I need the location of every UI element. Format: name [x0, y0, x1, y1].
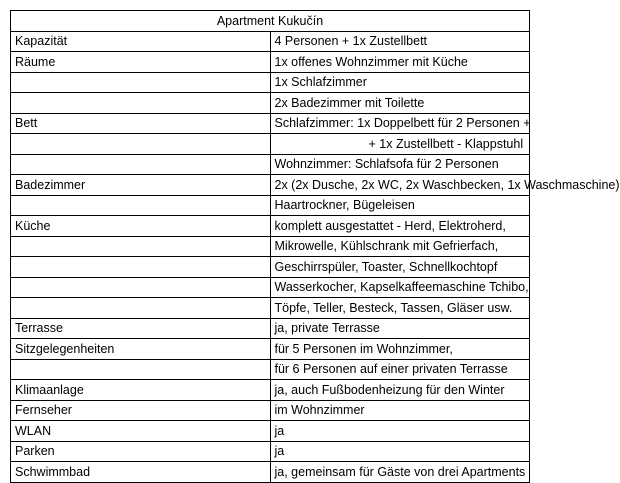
row-label: Räume	[11, 52, 271, 73]
table-row	[11, 298, 530, 319]
table-row	[11, 134, 530, 155]
table-row	[11, 216, 530, 237]
row-value: 4 Personen + 1x Zustellbett	[270, 31, 530, 52]
row-value: 2x Badezimmer mit Toilette	[270, 93, 530, 114]
row-label: Klimaanlage	[11, 380, 271, 401]
row-value: im Wohnzimmer	[270, 400, 530, 421]
table-body	[11, 11, 620, 483]
row-label	[11, 359, 271, 380]
row-value: Schlafzimmer: 1x Doppelbett für 2 Personen +	[270, 113, 530, 134]
row-label: Küche	[11, 216, 271, 237]
row-label: Fernseher	[11, 400, 271, 421]
table-row	[11, 175, 530, 196]
row-value: Töpfe, Teller, Besteck, Tassen, Gläser usw.	[270, 298, 530, 319]
table-row	[11, 421, 530, 442]
table-row	[11, 441, 530, 462]
row-label: Bett	[11, 113, 271, 134]
apartment-info-table	[10, 10, 620, 483]
row-value: komplett ausgestattet - Herd, Elektroherd,	[270, 216, 530, 237]
row-label	[11, 298, 271, 319]
table-row	[11, 52, 530, 73]
row-value: ja, private Terrasse	[270, 318, 530, 339]
table-row	[11, 93, 530, 114]
row-label: Parken	[11, 441, 271, 462]
table-row	[11, 236, 530, 257]
table-row	[11, 462, 530, 483]
row-label: Kapazität	[11, 31, 271, 52]
row-label: Terrasse	[11, 318, 271, 339]
row-value: 1x offenes Wohnzimmer mit Küche	[270, 52, 530, 73]
row-label: Badezimmer	[11, 175, 271, 196]
row-value: Mikrowelle, Kühlschrank mit Gefrierfach,	[270, 236, 530, 257]
title-row	[11, 11, 530, 32]
row-value: + 1x Zustellbett - Klappstuhl	[270, 134, 530, 155]
row-value: Haartrockner, Bügeleisen	[270, 195, 530, 216]
table-row	[11, 380, 530, 401]
row-value: 1x Schlafzimmer	[270, 72, 530, 93]
table-row	[11, 31, 530, 52]
row-label	[11, 154, 271, 175]
row-value: ja, gemeinsam für Gäste von drei Apartments	[270, 462, 530, 483]
row-label: WLAN	[11, 421, 271, 442]
table-row	[11, 72, 530, 93]
table-row	[11, 195, 530, 216]
row-value: für 5 Personen im Wohnzimmer,	[270, 339, 530, 360]
row-label	[11, 236, 271, 257]
row-label	[11, 93, 271, 114]
table-row	[11, 318, 530, 339]
row-label	[11, 195, 271, 216]
row-label	[11, 134, 271, 155]
table-row	[11, 257, 530, 278]
row-value: ja	[270, 421, 530, 442]
table-row	[11, 277, 530, 298]
table-row	[11, 113, 530, 134]
row-label	[11, 257, 271, 278]
row-value: ja, auch Fußbodenheizung für den Winter	[270, 380, 530, 401]
row-value: Wohnzimmer: Schlafsofa für 2 Personen	[270, 154, 530, 175]
table-row	[11, 400, 530, 421]
row-label: Sitzgelegenheiten	[11, 339, 271, 360]
row-label	[11, 72, 271, 93]
row-value: für 6 Personen auf einer privaten Terrasse	[270, 359, 530, 380]
row-label	[11, 277, 271, 298]
table-row	[11, 339, 530, 360]
table-row	[11, 359, 530, 380]
table-row	[11, 154, 530, 175]
row-value: Geschirrspüler, Toaster, Schnellkochtopf	[270, 257, 530, 278]
row-value: ja	[270, 441, 530, 462]
row-value: Wasserkocher, Kapselkaffeemaschine Tchibo,	[270, 277, 530, 298]
table-title: Apartment Kukučín	[11, 11, 530, 32]
row-label: Schwimmbad	[11, 462, 271, 483]
row-value: 2x (2x Dusche, 2x WC, 2x Waschbecken, 1x Waschmaschine)	[270, 175, 530, 196]
